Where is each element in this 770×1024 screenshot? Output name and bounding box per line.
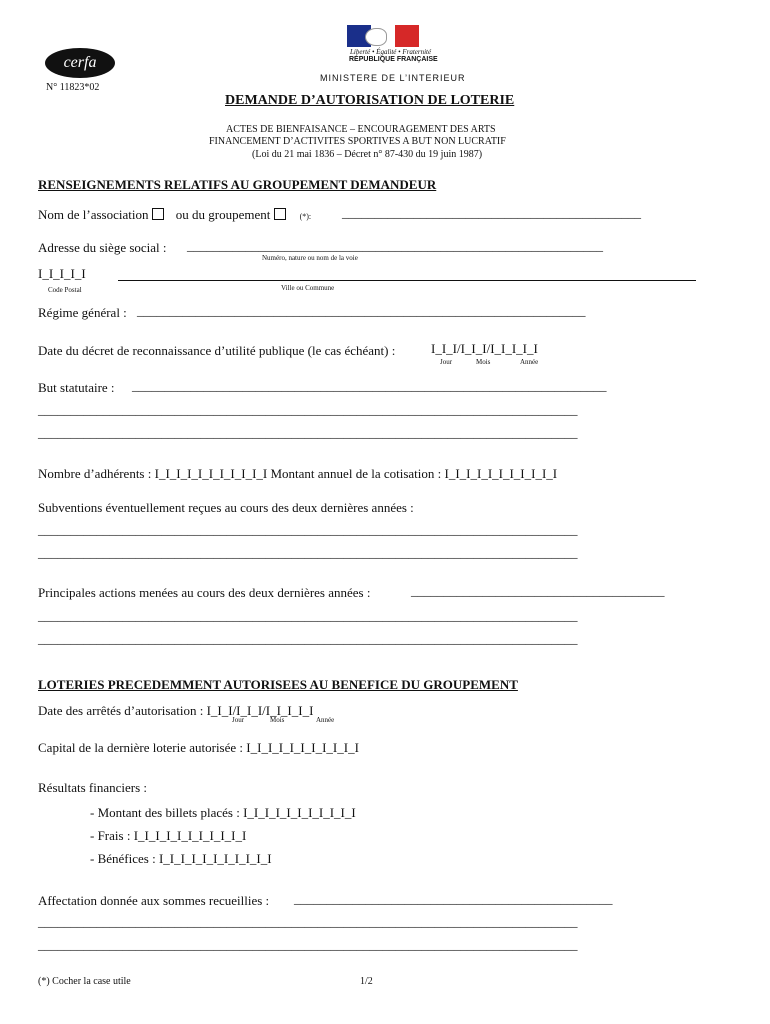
- ville-hint: Ville ou Commune: [281, 284, 335, 292]
- montant-label: - Montant des billets placés :: [90, 805, 240, 820]
- frais-label: - Frais :: [90, 828, 131, 843]
- nom-label: Nom de l’association: [38, 207, 149, 222]
- section-heading-loteries: LOTERIES PRECEDEMMENT AUTORISEES AU BENEFICE DU GROUPEMENT: [38, 677, 518, 692]
- subventions-label: Subventions éventuellement reçues au cours des deux dernières années :: [38, 500, 414, 515]
- arretes-mois-hint: Mois: [270, 716, 285, 724]
- adherents-field[interactable]: I_I_I_I_I_I_I_I_I_I_I: [154, 466, 268, 481]
- subtitle-line-2: FINANCEMENT D’ACTIVITES SPORTIVES A BUT NON LUCRATIF: [209, 136, 506, 147]
- capital-label: Capital de la dernière loterie autorisée :: [38, 740, 244, 755]
- frais-row: [90, 828, 246, 844]
- footnote: (*) Cocher la case utile: [38, 976, 131, 987]
- decret-mois-hint: Mois: [476, 358, 491, 366]
- regime-field[interactable]: _____________________________________________________________________: [137, 303, 586, 318]
- arretes-jour-hint: Jour: [232, 716, 245, 724]
- but-field-line-3[interactable]: ___________________________________________________________________________________: [38, 425, 578, 440]
- section-heading-groupement: RENSEIGNEMENTS RELATIFS AU GROUPEMENT DEMANDEUR: [38, 177, 437, 192]
- marianne-logo: [347, 25, 419, 47]
- arretes-label: Date des arrêtés d’autorisation :: [38, 703, 204, 718]
- page-number: 1/2: [360, 976, 373, 987]
- republic-motto: Liberté • Égalité • Fraternité: [350, 48, 432, 56]
- document-title: DEMANDE D’AUTORISATION DE LOTERIE: [225, 93, 515, 108]
- adresse-hint: Numéro, nature ou nom de la voie: [262, 254, 358, 262]
- but-label: But statutaire :: [38, 380, 115, 395]
- montant-field[interactable]: I_I_I_I_I_I_I_I_I_I_I: [243, 805, 356, 820]
- ville-field[interactable]: [118, 280, 696, 281]
- affectation-field-line-3[interactable]: ___________________________________________________________________________________: [38, 937, 578, 952]
- adresse-label: Adresse du siège social :: [38, 240, 167, 255]
- decret-jour-hint: Jour: [440, 358, 453, 366]
- subventions-field-line-1[interactable]: ___________________________________________________________________________________: [38, 522, 578, 537]
- subtitle-line-3: (Loi du 21 mai 1836 – Décret n° 87-430 du 19 juin 1987): [252, 149, 483, 160]
- groupement-label: ou du groupement: [175, 207, 271, 222]
- but-field-line-1[interactable]: _________________________________________________________________________: [132, 378, 607, 393]
- decret-label: Date du décret de reconnaissance d’utilité publique (le cas échéant) :: [38, 343, 396, 358]
- regime-label: Régime général :: [38, 305, 127, 320]
- actions-field-line-1[interactable]: _______________________________________: [411, 583, 665, 598]
- affectation-label: Affectation donnée aux sommes recueillies :: [38, 893, 270, 908]
- arretes-date-field[interactable]: I_I_I/I_I_I/I_I_I_I_I: [206, 703, 314, 718]
- benefices-row: [90, 851, 272, 867]
- affectation-field-line-2[interactable]: ___________________________________________________________________________________: [38, 914, 578, 929]
- adherents-row: [38, 466, 557, 482]
- but-field-line-2[interactable]: ___________________________________________________________________________________: [38, 402, 578, 417]
- adresse-field[interactable]: ________________________________________________________________: [187, 238, 603, 253]
- actions-label: Principales actions menées au cours des deux dernières années :: [38, 585, 371, 600]
- resultats-label: Résultats financiers :: [38, 780, 148, 795]
- capital-field[interactable]: I_I_I_I_I_I_I_I_I_I_I: [246, 740, 359, 755]
- nom-field[interactable]: ______________________________________________: [342, 205, 641, 220]
- subventions-field-line-2[interactable]: ___________________________________________________________________________________: [38, 545, 578, 560]
- nom-row: [38, 207, 311, 223]
- actions-field-line-3[interactable]: ___________________________________________________________________________________: [38, 631, 578, 646]
- benefices-label: - Bénéfices :: [90, 851, 156, 866]
- ministry-name: MINISTERE DE L’INTERIEUR: [320, 73, 466, 83]
- arretes-annee-hint: Année: [316, 716, 335, 724]
- cotisation-label: Montant annuel de la cotisation :: [270, 466, 442, 481]
- code-postal-hint: Code Postal: [48, 286, 82, 294]
- cotisation-field[interactable]: I_I_I_I_I_I_I_I_I_I_I: [444, 466, 558, 481]
- cerfa-logo: cerfa: [45, 48, 115, 78]
- subtitle-line-1: ACTES DE BIENFAISANCE – ENCOURAGEMENT DES ARTS: [226, 124, 496, 135]
- actions-field-line-2[interactable]: ___________________________________________________________________________________: [38, 608, 578, 623]
- decret-annee-hint: Année: [520, 358, 539, 366]
- republic-name: RÉPUBLIQUE FRANÇAISE: [349, 56, 438, 63]
- adherents-label: Nombre d’adhérents :: [38, 466, 152, 481]
- montant-row: [90, 805, 356, 821]
- benefices-field[interactable]: I_I_I_I_I_I_I_I_I_I_I: [158, 851, 272, 866]
- association-checkbox[interactable]: [152, 208, 164, 220]
- groupement-checkbox[interactable]: [274, 208, 286, 220]
- decret-date-field[interactable]: I_I_I/I_I_I/I_I_I_I_I: [431, 341, 538, 356]
- cerfa-number: N° 11823*02: [46, 82, 100, 93]
- asterisk-note: (*):: [299, 212, 312, 221]
- frais-field[interactable]: I_I_I_I_I_I_I_I_I_I_I: [133, 828, 247, 843]
- capital-row: [38, 740, 359, 756]
- affectation-field-line-1[interactable]: _________________________________________________: [294, 891, 613, 906]
- code-postal-field[interactable]: I_I_I_I_I: [38, 266, 86, 281]
